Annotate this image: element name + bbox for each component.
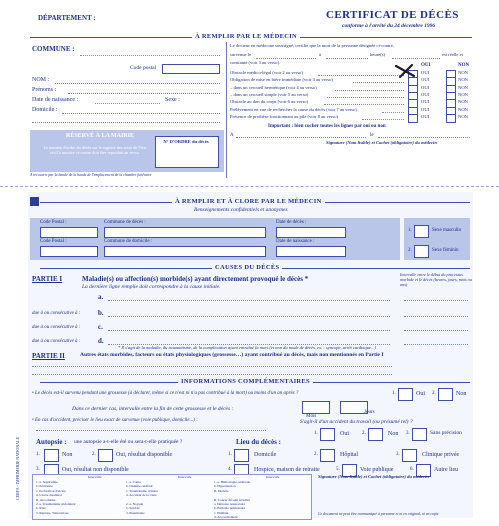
- due-to-label-3: due à ou consécutive à :: [32, 325, 81, 330]
- lieu-hopital-label: Hôpital: [340, 452, 358, 458]
- date-deces-input[interactable]: [276, 227, 346, 238]
- question-4-non-label: NON: [458, 91, 468, 97]
- partie2-label: PARTIE II: [32, 352, 65, 360]
- code-postal-domicile-input[interactable]: [40, 246, 98, 257]
- question-4-label: – dans un cercueil simple (voir 5 au verso): [230, 91, 309, 97]
- bottom-section-title: À REMPLIR ET À CLORE PAR LE MÉDECIN: [172, 198, 325, 205]
- domicile-label: Domicile :: [32, 107, 58, 113]
- sexe-feminin-label: Sexe féminin: [432, 248, 459, 253]
- autopsie-non-label: Non: [62, 452, 73, 458]
- cause-interval-field-1[interactable]: [404, 300, 468, 301]
- question-1-label: Obstacle médico-légal (voir 2 au verso): [230, 70, 303, 75]
- cause-interval-field-2[interactable]: [404, 316, 468, 317]
- question-1-oui-label: OUI: [421, 70, 430, 75]
- n-ordre-label: N° D'ORDRE du décès: [163, 139, 209, 144]
- at-sans-label: Sans précision: [430, 430, 462, 436]
- question-3-oui-label: OUI: [421, 84, 430, 90]
- grossesse-oui-label: Oui: [416, 391, 425, 397]
- question-6-oui-label: OUI: [421, 106, 430, 112]
- code-postal-domicile-label: Code Postal :: [40, 239, 67, 244]
- autopsie-2-num: 2.: [92, 452, 96, 457]
- sexe-2-num: 2.: [408, 248, 412, 253]
- partie2-field[interactable]: [32, 366, 392, 367]
- constante-label: constante (voir 3 au verso).: [230, 60, 281, 65]
- at-sans-checkbox[interactable]: [412, 428, 427, 441]
- example-col-2-item: b. Oedème cérébral: [126, 484, 153, 489]
- question-2-non-label: NON: [458, 77, 468, 83]
- autopsie-non-checkbox[interactable]: [44, 449, 59, 462]
- lieu-clinique-label: Clinique privée: [422, 452, 460, 458]
- sexe-feminin-checkbox[interactable]: [414, 245, 429, 258]
- prenoms-label: Prénoms :: [32, 87, 57, 93]
- question-1-leader: [318, 75, 404, 76]
- mairie-title: RÉSERVÉ À LA MAIRIE: [66, 133, 134, 139]
- sexe-1-num: 1.: [408, 228, 412, 233]
- code-postal-deces-input[interactable]: [40, 227, 98, 238]
- grossesse-2-num: 2.: [432, 391, 436, 396]
- info-title: INFORMATIONS COMPLÉMENTAIRES: [178, 378, 313, 385]
- signature-bottom-area[interactable]: [316, 482, 470, 512]
- question-1-non-label: NON: [458, 70, 468, 75]
- date-deces-label: Date de décès :: [276, 220, 307, 225]
- question-5-leader: [324, 104, 404, 105]
- example-col-2-item: 1. a. Coma: [126, 480, 141, 484]
- date-naissance-2-label: Date de naissance :: [276, 239, 315, 244]
- lieu-domicile-checkbox[interactable]: [234, 449, 249, 462]
- lieu-3-num: 3.: [396, 452, 400, 457]
- question-6-label: Prélèvement en vue de rechercher la cause du décès (voir 7 au verso): [230, 106, 357, 112]
- question-5-non-label: NON: [458, 99, 468, 105]
- cause-interval-field-4[interactable]: [404, 344, 468, 345]
- jours-label: Jours: [364, 410, 375, 415]
- example-col-3-item: d. Accouchement: [214, 515, 238, 520]
- question-3-label: – dans un cercueil hermétique (voir 4 au verso): [230, 84, 317, 90]
- example-col-1-item: 1. a. Septicémie: [36, 480, 58, 484]
- heures-label: heure(s): [370, 52, 386, 57]
- mairie-note: A recouvrir par la bande de la bande de l'emplacement de la chambre funéraire: [30, 173, 152, 177]
- lieu-autre-label: Autre lieu: [434, 467, 459, 473]
- checkmark-icon: [394, 63, 418, 84]
- heure-min-field[interactable]: [392, 58, 440, 59]
- prenoms-field[interactable]: [68, 93, 220, 94]
- example-col-1-header: Intervalle: [88, 475, 102, 479]
- survenue-date-field[interactable]: [256, 58, 316, 59]
- le-label: le: [370, 133, 374, 138]
- cause-field-1[interactable]: [108, 300, 390, 301]
- autopsie-oui-nondispo-label: Oui, résultat non disponible: [62, 467, 129, 473]
- code-postal-deces-label: Code Postal :: [40, 220, 67, 225]
- cause-letter-4: d.: [98, 337, 104, 345]
- at-3-num: 3.: [406, 431, 410, 436]
- code-postal-input[interactable]: [162, 64, 220, 74]
- commune-domicile-input[interactable]: [104, 246, 266, 257]
- important-note: Important : bien cocher toutes les lignes par oui ou non: [268, 124, 386, 129]
- grossesse-non-checkbox[interactable]: [438, 388, 453, 401]
- due-to-label-2: due à ou consécutive à :: [32, 311, 81, 316]
- example-col-2-item: b. Suicide: [126, 506, 140, 511]
- example-col-2-header: Intervalle: [178, 475, 192, 479]
- lieu-5-num: 5.: [336, 467, 340, 472]
- at-oui-label: Oui: [340, 431, 349, 437]
- cause-letter-2: b.: [98, 309, 104, 317]
- example-col-3-item: 1. a. Hémorragie cérébrale: [214, 480, 251, 484]
- question-4-leader: [327, 97, 404, 98]
- autopsie-oui-dispo-label: Oui, résultat disponible: [116, 452, 173, 458]
- example-col-3-item: b. Embolie pulmonaire: [214, 506, 246, 511]
- question-7-leader: [362, 119, 404, 120]
- autopsie-label: Autopsie :: [36, 438, 67, 446]
- mois-input[interactable]: [302, 401, 330, 414]
- blue-square-marker: [30, 197, 39, 206]
- question-5-oui-label: OUI: [421, 99, 430, 105]
- accident-field[interactable]: [36, 430, 266, 431]
- examples-box: [32, 474, 312, 520]
- autopsie-3-num: 3.: [36, 467, 40, 472]
- lieu-1-num: 1.: [228, 452, 232, 457]
- example-col-3-item: b. Hypertension: [214, 484, 236, 489]
- footer-note: Ce document ne peut être communiqué à personne et ni en original, ni en copie: [318, 512, 439, 516]
- lieu-hopital-checkbox[interactable]: [320, 449, 335, 462]
- example-col-3-header: Intervalle: [266, 475, 280, 479]
- intervalle-grossesse-label: Dans ce dernier cas, intervalle entre la fin de cette grossesse et le décès :: [72, 406, 234, 412]
- causes-title: CAUSES DU DÉCÈS: [212, 264, 282, 271]
- domicile-field[interactable]: [62, 113, 220, 114]
- le-field[interactable]: [378, 137, 470, 138]
- date-naissance-field[interactable]: [95, 103, 160, 104]
- autopsie-1-num: 1.: [36, 452, 40, 457]
- example-col-3-item: a. Détresse respiratoire: [214, 502, 246, 506]
- question-7-label: Présence de prothèse fonctionnant au pile (voir 8 au verso): [230, 113, 339, 119]
- commune-label: COMMUNE :: [32, 45, 75, 53]
- example-col-1-item: b. Rixe: [36, 506, 46, 511]
- non-header: NON: [458, 63, 470, 68]
- example-col-2-item: 3. Pneumonie: [126, 510, 145, 515]
- grossesse-1-num: 1.: [392, 391, 396, 396]
- side-text: CERFA - IMPRIMERIE NATIONALE: [15, 437, 20, 500]
- question-6-leader: [382, 112, 404, 113]
- signature-bottom-label: Signature (Nom lisible) et Cachet (obligatoire) du médecin: [318, 474, 429, 479]
- question-2-label: Obligation de mise en bière immédiate (voir 3 au verso): [230, 77, 333, 83]
- certificate-subtitle: conforme à l'arrêté du 24 décembre 1996: [342, 23, 436, 29]
- partie1-sub: La dernière ligne remplie doit correspondre à la cause initiale.: [82, 284, 221, 290]
- signature-label: Signature (Nom lisible) et Cachet (obligatoire) du médecin: [326, 140, 437, 145]
- mois-label: Mois: [306, 414, 317, 419]
- medecin-section-title: À REMPLIR PAR LE MÉDECIN: [192, 33, 300, 40]
- perforation-line: [0, 186, 499, 187]
- nom-field[interactable]: [55, 83, 220, 84]
- lieu-domicile-label: Domicile: [254, 452, 277, 458]
- date-naissance-label: Date de naissance :: [32, 97, 79, 103]
- reelle-label: est réelle et: [442, 52, 463, 57]
- example-col-2-item: 2. a. Noyade: [126, 502, 144, 506]
- signature-area[interactable]: [300, 148, 470, 176]
- question-3-non-label: NON: [458, 84, 468, 90]
- oui-header: OUI: [421, 63, 431, 68]
- question-2-oui-label: OUI: [421, 77, 430, 83]
- cause-field-3[interactable]: [108, 330, 390, 331]
- mairie-text: Le numéro d'ordre du décès sur le registre des actes de l'état civil à inscrire ci-contre doit être reproduit au verso.: [43, 145, 147, 155]
- intervalle-header: Intervalle entre le début du processus morbide et le décès (heures, jours, mois ou ans): [400, 272, 472, 287]
- domicile-field-2[interactable]: [32, 122, 220, 123]
- place-field[interactable]: [236, 137, 366, 138]
- accident-travail-question: S'agit-il d'un accident du travail (ou présumé tel) ?: [300, 419, 413, 425]
- grossesse-question: • Le décès est-il survenu pendant une grossesse (à déclarer, même si ce n'est ni n'a pas contribué à la mort) ou moins d'un an après ?: [32, 391, 299, 396]
- example-col-1-item: II. Alcoolisme: [36, 497, 56, 502]
- example-col-3-item: c. Phlébite: [214, 510, 229, 515]
- question-4-oui-label: OUI: [421, 91, 430, 97]
- partie1-text: Maladie(s) ou affection(s) morbide(s) ayant directement provoqué le décès *: [82, 275, 309, 283]
- note-star: * Il s'agit de la maladie, du traumatisme, de la complication ayant entraîné la mort (et non du mode de décès, ex. : syncope, arrêt cardiaque...): [118, 345, 376, 350]
- commune-deces-input[interactable]: [104, 227, 266, 238]
- grossesse-oui-checkbox[interactable]: [398, 388, 413, 401]
- commune-domicile-label: Commune de domicile :: [104, 239, 153, 244]
- question-5-label: Obstacle au don du corps (voir 6 au verso): [230, 99, 309, 105]
- certificate-title: CERTIFICAT DE DÉCÈS: [326, 9, 459, 21]
- example-col-1-item: b. Péritonite: [36, 484, 53, 489]
- commune-field[interactable]: [80, 55, 220, 56]
- at-non-checkbox[interactable]: [368, 428, 383, 441]
- cause-letter-3: c.: [98, 323, 103, 331]
- a-place-label: A: [230, 133, 234, 138]
- cause-interval-field-3[interactable]: [404, 330, 468, 331]
- due-to-label-4: due à ou consécutive à :: [32, 339, 81, 344]
- question-7-oui-label: OUI: [421, 113, 430, 119]
- lieu-6-num: 6.: [410, 467, 414, 472]
- bottom-section-sub: Renseignements confidentiels et anonymes: [194, 207, 288, 213]
- question-7-non-label: NON: [458, 113, 468, 119]
- lieu-voie-label: Voie publique: [360, 467, 394, 473]
- lieu-label: Lieu du décès :: [236, 438, 281, 446]
- at-oui-checkbox[interactable]: [320, 428, 335, 441]
- top-column-divider: [226, 42, 227, 178]
- at-1-num: 1.: [314, 431, 318, 436]
- departement-label: DÉPARTEMENT :: [38, 14, 96, 22]
- example-col-2-item: d. Accident de la route: [126, 493, 157, 498]
- question-7-oui-checkbox[interactable]: [408, 114, 418, 123]
- accident-question: • En cas d'accident, préciser le lieu exact de survenue (voie publique, domicile...) :: [32, 418, 198, 423]
- sexe-label: Sexe :: [165, 97, 180, 103]
- commune-deces-label: Commune de décès :: [104, 220, 146, 225]
- date-naissance-2-input[interactable]: [276, 246, 346, 257]
- lieu-hospice-label: Hospice, maison de retraite: [254, 467, 320, 473]
- certify-line-1: Le docteur en médecine soussigné, certifie que la mort de la personne désignée ci-contre,: [230, 43, 394, 48]
- question-7-non-checkbox[interactable]: [446, 114, 456, 123]
- a-label: à: [319, 52, 322, 57]
- autopsie-oui-dispo-checkbox[interactable]: [98, 449, 113, 462]
- at-non-label: Non: [388, 431, 399, 437]
- sexe-masculin-checkbox[interactable]: [414, 225, 429, 238]
- partie1-label: PARTIE I: [32, 275, 63, 283]
- autopsie-question: une autopsie a-t-elle été ou sera-t-elle pratiquée ?: [74, 439, 183, 445]
- question-3-leader: [335, 90, 404, 91]
- cause-letter-1: a.: [98, 293, 104, 301]
- cause-field-2[interactable]: [108, 316, 390, 317]
- sexe-masculin-label: Sexe masculin: [432, 228, 462, 233]
- example-col-1-item: d. Ulcère duodénal: [36, 493, 62, 498]
- nom-label: NOM :: [32, 77, 50, 83]
- example-col-1-item: 3. Rupture, Tuberculose: [36, 510, 69, 515]
- lieu-4-num: 4.: [228, 467, 232, 472]
- example-col-1-item: 2. a. Traumatisme abdominal: [36, 502, 76, 506]
- example-col-1-item: c. Perforation d'ulcère: [36, 488, 66, 493]
- example-col-3-item: II. Cancer du sein récidivé: [214, 497, 250, 502]
- example-col-2-item: c. Traumatisme crânien: [126, 488, 158, 493]
- heure-field[interactable]: [326, 58, 368, 59]
- grossesse-non-label: Non: [456, 391, 467, 397]
- question-6-non-label: NON: [458, 106, 468, 112]
- lieu-2-num: 2.: [314, 452, 318, 457]
- partie2-text: Autres états morbides, facteurs ou états physiologiques (grossesse…) ayant contribué au décès, mais non mentionnés en Partie I: [80, 352, 384, 358]
- at-2-num: 2.: [362, 431, 366, 436]
- code-postal-label: Code postal: [130, 65, 157, 71]
- lieu-clinique-checkbox[interactable]: [402, 449, 417, 462]
- example-col-3-item: II. Diabète: [214, 488, 229, 493]
- survenue-label: survenue le: [230, 52, 252, 57]
- partie2-field-2[interactable]: [32, 374, 392, 375]
